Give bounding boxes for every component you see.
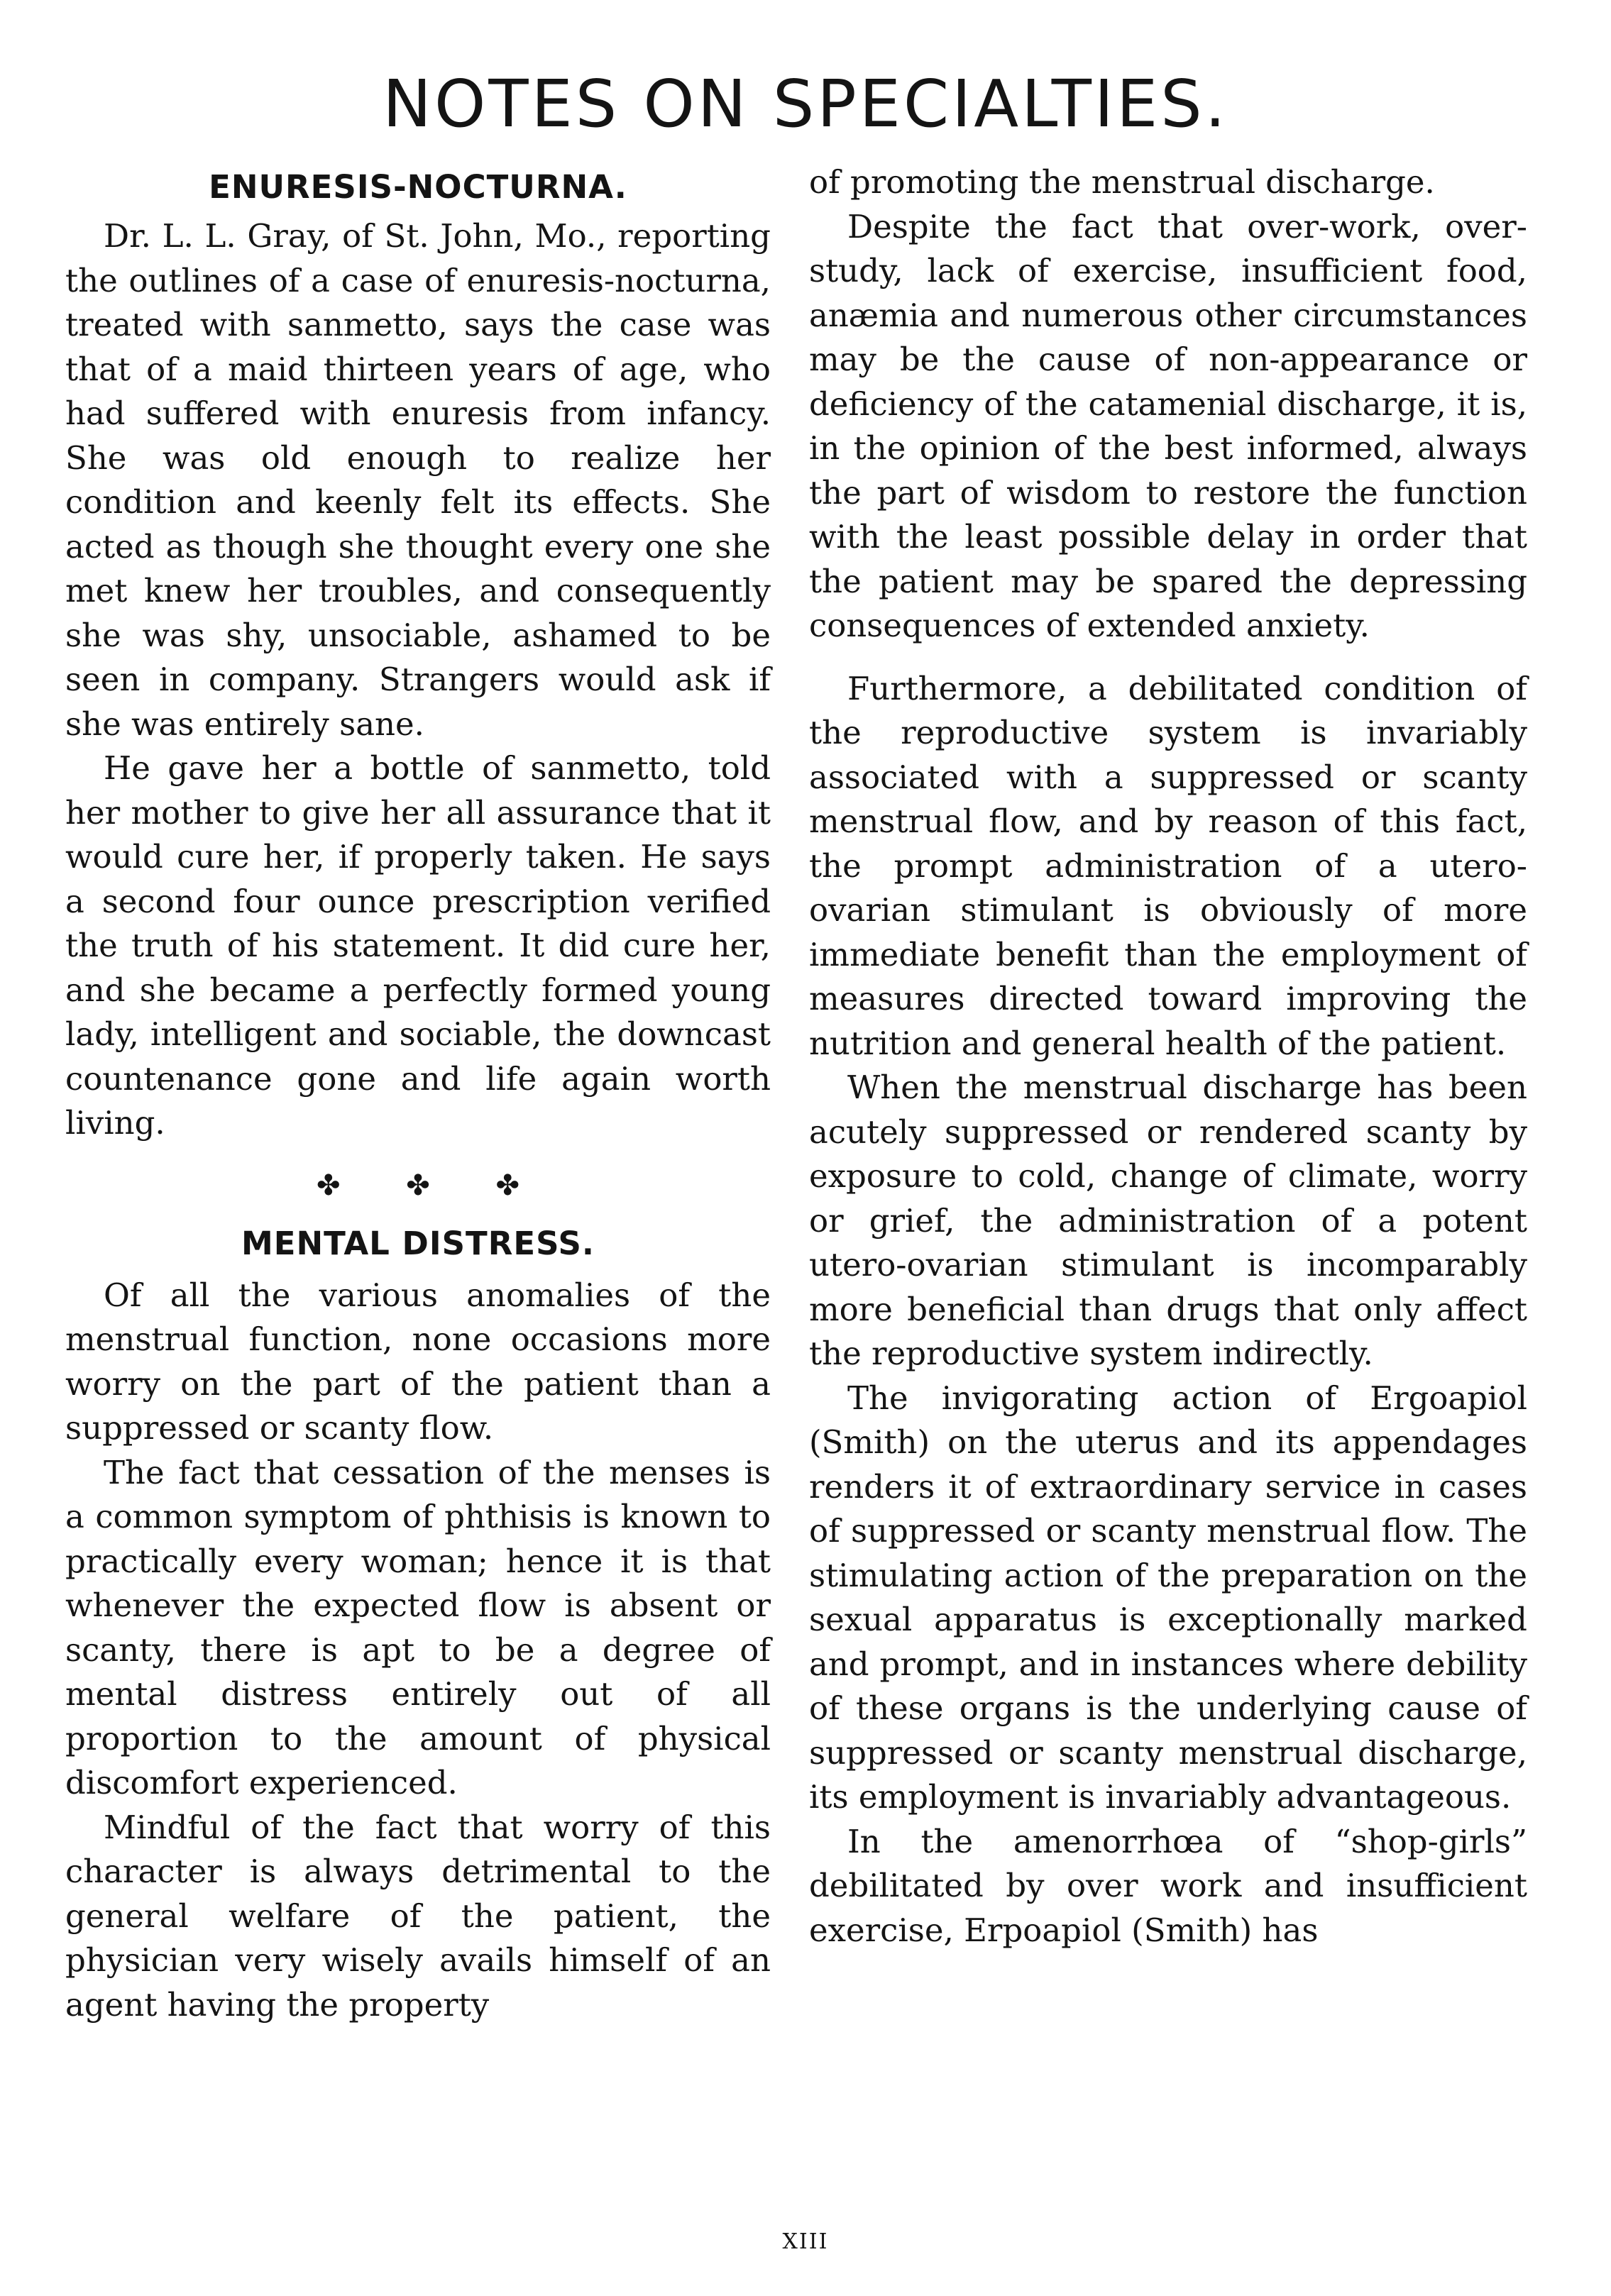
paragraph-right-4: When the menstrual discharge has been acutely suppressed or rendered scanty by exposure to cold, change of climate, worry or grief, the administration of a potent utero-ovarian stimulant is incomparably more beneficial than drugs that only affect the reproductive system indirectly. (809, 1069, 1527, 1372)
paragraph-enuresis-1: Dr. L. L. Gray, of St. John, Mo., reporting the outlines of a case of enuresis-nocturna, treated with sanmetto, says the case was that of a maid thirteen years of age, who had suffered with enuresis from infancy. She was old enough to realize her condition and keenly felt its effects. She acted as though she thought every one she met knew her troubles, and consequently she was shy, unsociable, ashamed to be seen in company. Strangers would ask if she was entirely sane. (65, 217, 771, 743)
paragraph-enuresis-2: He gave her a bottle of sanmetto, told her mother to give her all assurance that it would cure her, if properly taken. He says a second four ounce prescription verified the truth of his statement. It did cure her, and she became a perfectly formed young lady, intelligent and sociable, the downcast countenance gone and life again worth living. (65, 749, 771, 1142)
right-column (809, 160, 1527, 1953)
left-column (65, 160, 771, 2027)
paragraph-mental-2: The fact that cessation of the menses is a common symptom of phthisis is known to practically every woman; hence it is that whenever the expected flow is absent or scanty, there is apt to be a degree of mental distress entirely out of all proportion to the amount of physical discomfort experienced. (65, 1453, 771, 1801)
section-heading-enuresis: ENURESIS-NOCTURNA. (209, 168, 627, 206)
paragraph-continued: of promoting the menstrual discharge. (809, 163, 1435, 201)
page-title: NOTES ON SPECIALTIES. (383, 66, 1228, 142)
section-heading-mental-distress: MENTAL DISTRESS. (241, 1224, 595, 1262)
paragraph-right-5: The invigorating action of Ergoapiol (Smith) on the uterus and its appendages renders it of extraordinary service in cases of suppressed or scanty menstrual flow. The stimulating action of the preparation on the sexual apparatus is exceptionally marked and prompt, and in instances where debility of these organs is the underlying cause of suppressed or scanty menstrual discharge, its employment is invariably advantageous. (809, 1379, 1527, 1816)
paragraph-right-2: Despite the fact that over-work, over-study, lack of exercise, insufficient food, anæmia and numerous other circumstances may be the cause of non-appearance or deficiency of the catamenial discharge, it is, in the opinion of the best informed, always the part of wisdom to restore the function with the least possible delay in order that the patient may be spared the depressing consequences of extended anxiety. (809, 207, 1527, 644)
paragraph-mental-3: Mindful of the fact that worry of this character is always detrimental to the general welfare of the patient, the physician very wisely avails himself of an agent having the property (65, 1808, 771, 2024)
paragraph-right-3: Furthermore, a debilitated condition of the reproductive system is invariably associated with a suppressed or scanty menstrual flow, and by reason of this fact, the prompt administration of a utero-ovarian stimulant is obviously of more immediate benefit than the employment of measures directed toward improving the nutrition and general health of the patient. (809, 669, 1527, 1062)
page-number: XIII (782, 2229, 829, 2254)
paragraph-right-6: In the amenorrhœa of “shop-girls” debilitated by over work and insufficient exercise, Erpoapiol (Smith) has (809, 1822, 1527, 1949)
paragraph-mental-1: Of all the various anomalies of the menstrual function, none occasions more worry on the part of the patient than a suppressed or scanty flow. (65, 1276, 771, 1447)
section-divider-ornament: ✤ ✤ ✤ (317, 1169, 548, 1202)
